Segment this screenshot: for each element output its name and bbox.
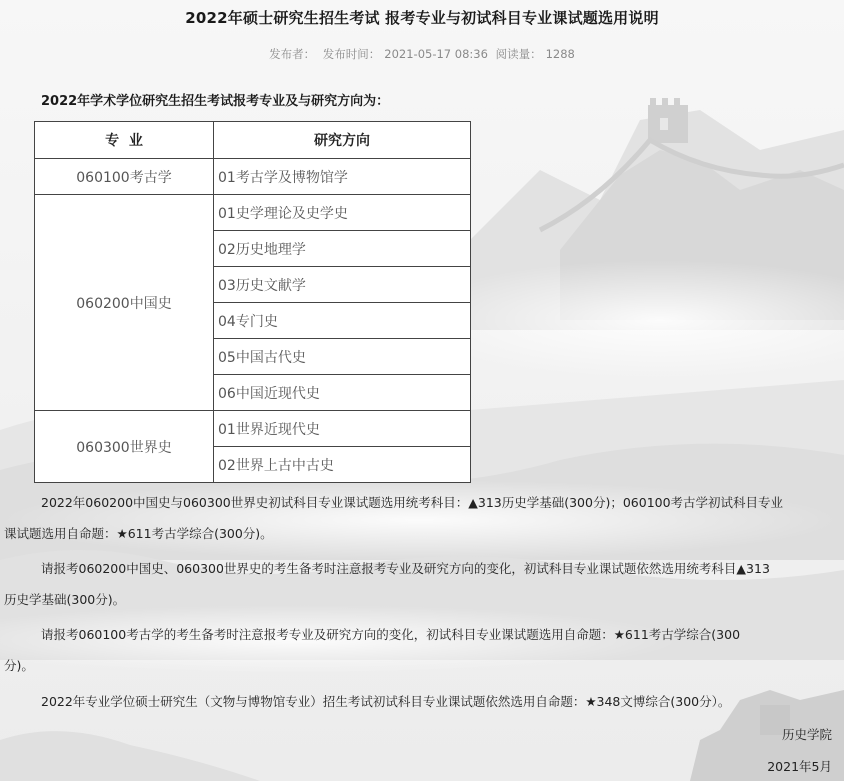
paragraph-4-line-1: 2022年专业学位硕士研究生（文物与博物馆专业）招生考试初试科目专业课试题依然选用自命题：★348文博综合(300分）。 bbox=[41, 694, 731, 709]
direction-cell: 05中国古代史 bbox=[214, 339, 471, 375]
signature-date: 2021年5月 bbox=[767, 759, 832, 774]
major-cell: 060100考古学 bbox=[35, 159, 214, 195]
paragraph-1 bbox=[4, 487, 836, 549]
direction-cell: 01史学理论及史学史 bbox=[214, 195, 471, 231]
direction-cell: 01世界近现代史 bbox=[214, 411, 471, 447]
header-major: 专 业 bbox=[35, 122, 214, 159]
direction-cell: 03历史文献学 bbox=[214, 267, 471, 303]
paragraph-3-line-2: 分)。 bbox=[4, 658, 34, 673]
publish-time: 2021-05-17 08:36 bbox=[384, 47, 488, 61]
header-direction: 研究方向 bbox=[214, 122, 471, 159]
article-title: 2022年硕士研究生招生考试 报考专业与初试科目专业课试题选用说明 bbox=[185, 9, 659, 27]
views-count: 1288 bbox=[545, 47, 575, 61]
paragraph-3-line-1: 请报考060100考古学的考生备考时注意报考专业及研究方向的变化，初试科目专业课试题选用自命题：★611考古学综合(300 bbox=[41, 627, 741, 642]
paragraph-1-line-2: 课试题选用自命题：★611考古学综合(300分)。 bbox=[4, 526, 273, 541]
major-cell: 060300世界史 bbox=[35, 411, 214, 483]
publish-time-label: 发布时间： bbox=[322, 47, 381, 61]
direction-cell: 06中国近现代史 bbox=[214, 375, 471, 411]
paragraph-3 bbox=[4, 619, 836, 681]
direction-cell: 02世界上古中古史 bbox=[214, 447, 471, 483]
table-row bbox=[35, 159, 471, 195]
section-subheading: 2022年学术学位研究生招生考试报考专业及与研究方向为： bbox=[41, 94, 390, 109]
views-label: 阅读量： bbox=[495, 47, 542, 61]
direction-cell: 01考古学及博物馆学 bbox=[214, 159, 471, 195]
paragraph-2-line-2: 历史学基础(300分)。 bbox=[4, 592, 126, 607]
paragraph-4 bbox=[4, 686, 836, 717]
table-header-row bbox=[35, 122, 471, 159]
majors-table bbox=[34, 121, 471, 483]
paragraph-1-line-1: 2022年060200中国史与060300世界史初试科目专业课试题选用统考科目：▲313历史学基础(300分)；060100考古学初试科目专业 bbox=[41, 495, 784, 510]
article-meta bbox=[0, 46, 844, 62]
table-row bbox=[35, 411, 471, 447]
table-row bbox=[35, 195, 471, 231]
publisher-label: 发布者： bbox=[269, 47, 316, 61]
direction-cell: 02历史地理学 bbox=[214, 231, 471, 267]
major-cell: 060200中国史 bbox=[35, 195, 214, 411]
paragraph-2 bbox=[4, 553, 836, 615]
paragraph-2-line-1: 请报考060200中国史、060300世界史的考生备考时注意报考专业及研究方向的变化，初试科目专业课试题依然选用统考科目▲313 bbox=[41, 561, 770, 576]
direction-cell: 04专门史 bbox=[214, 303, 471, 339]
signature-org: 历史学院 bbox=[781, 727, 832, 742]
